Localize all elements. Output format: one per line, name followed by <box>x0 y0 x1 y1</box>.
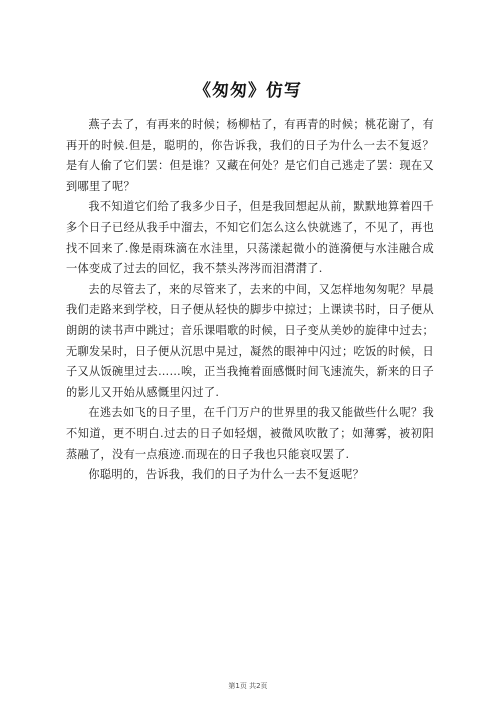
paragraph: 燕子去了，有再来的时候；杨柳枯了，有再青的时候；桃花谢了，有再开的时候.但是，聪明的，你告诉我，我们的日子为什么一去不复返？是有人偷了它们罢：但是谁？又藏在何处？是它们自己逃走了罢：现在又到哪里了呢？ <box>66 118 434 193</box>
paragraph: 在逃去如飞的日子里，在千门万户的世界里的我又能做些什么呢？我不知道，更不明白.过去的日子如轻烟，被微风吹散了；如薄雾，被初阳蒸融了，没有一点痕迹.而现在的日子我也只能哀叹罢了. <box>66 406 434 461</box>
document-body <box>66 115 434 486</box>
paragraph: 我不知道它们给了我多少日子，但是我回想起从前，默默地算着四千多个日子已经从我手中溜去，不知它们怎么这么快就逃了，不见了，再也找不回来了.像是雨珠滴在水洼里，只荡漾起微小的涟漪便与水洼融合成一体变成了过去的回忆，我不禁头涔涔而泪潸潸了. <box>66 200 434 276</box>
document-title: 《匆匆》仿写 <box>194 81 302 101</box>
page-number-footer: 第1页 共2页 <box>228 682 268 690</box>
paragraph: 去的尽管去了，来的尽管来了，去来的中间，又怎样地匆匆呢？早晨我们走路来到学校，日子便从轻快的脚步中掠过；上课读书时，日子便从朗朗的读书声中跳过；音乐课唱歌的时候，日子变从美妙的旋律中过去；无聊发呆时，日子便从沉思中晃过，凝然的眼神中闪过；吃饭的时候，日子又从饭碗里过去……唉，正当我掩着面感慨时间飞速流失，新来的日子的影儿又开始从感慨里闪过了. <box>66 282 434 399</box>
paragraph: 你聪明的，告诉我，我们的日子为什么一去不复返呢？ <box>88 468 365 482</box>
